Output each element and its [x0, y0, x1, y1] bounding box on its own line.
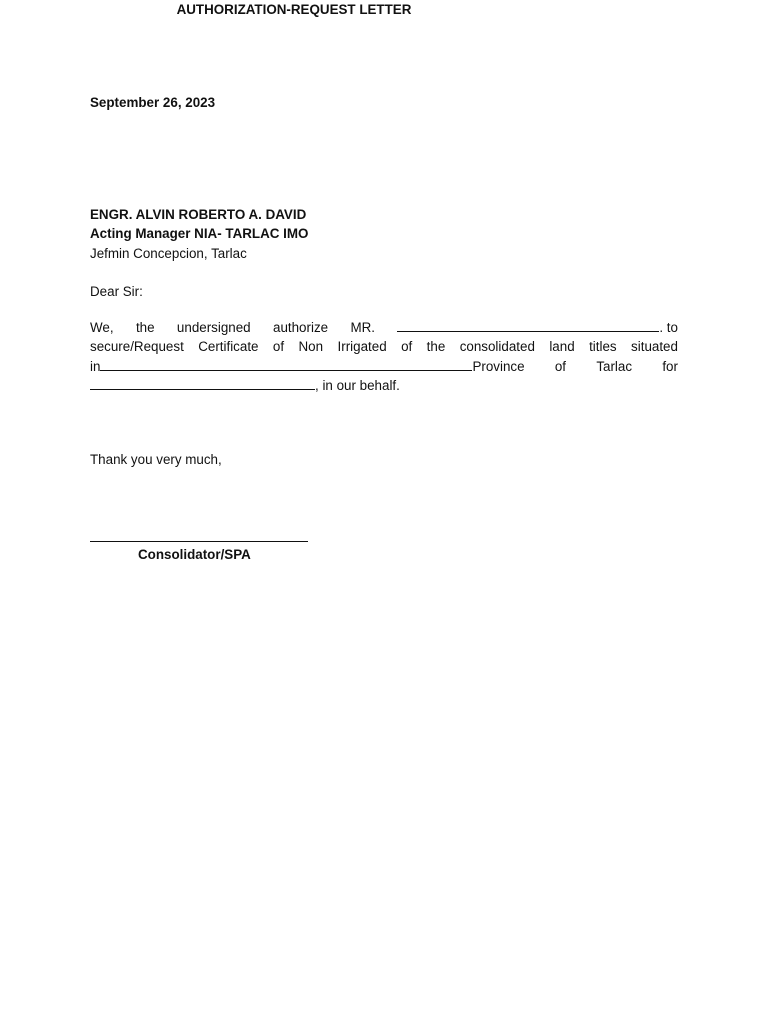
body-word: Province: [472, 358, 525, 374]
addressee-block: [90, 205, 678, 263]
body-line-2: [90, 337, 678, 356]
body-word: for: [662, 358, 678, 374]
body-word: the: [426, 339, 446, 355]
body-word: of: [401, 339, 413, 355]
body-word: in: [90, 358, 101, 374]
closing: Thank you very much,: [90, 452, 222, 467]
letter-title: AUTHORIZATION-REQUEST LETTER: [176, 2, 412, 17]
addressee-name: ENGR. ALVIN ROBERTO A. DAVID: [90, 207, 307, 222]
body-word: land: [549, 339, 575, 355]
purpose-blank[interactable]: [90, 376, 315, 390]
body-word: Tarlac: [596, 358, 633, 374]
body-word: the: [135, 320, 155, 335]
body-word: titles: [589, 339, 617, 355]
letter-body: [90, 318, 678, 395]
letter-date: September 26, 2023: [90, 95, 216, 110]
addressee-position: Acting Manager NIA- TARLAC IMO: [90, 226, 309, 242]
body-word: . to: [659, 320, 678, 335]
body-word: , in our behalf.: [315, 377, 400, 393]
body-word: situated: [631, 339, 678, 355]
body-word: of: [272, 339, 285, 355]
body-word: secure/Request: [90, 339, 184, 355]
body-word: authorize: [273, 320, 329, 335]
body-word: Irrigated: [337, 339, 387, 355]
body-word: Certificate: [198, 339, 259, 355]
body-word: We,: [90, 320, 114, 335]
signature-label: Consolidator/SPA: [138, 547, 251, 562]
body-word: MR.: [350, 320, 375, 335]
body-line-4: [90, 376, 678, 395]
body-line-1: [90, 318, 678, 337]
authorized-person-blank[interactable]: [397, 318, 659, 332]
signature-line[interactable]: [90, 541, 308, 542]
body-word: of: [554, 358, 567, 374]
body-word: Non: [298, 339, 324, 355]
body-line-3: [90, 357, 678, 376]
salutation: Dear Sir:: [90, 284, 143, 299]
addressee-address: Jefmin Concepcion, Tarlac: [90, 245, 247, 261]
body-word: undersigned: [176, 320, 251, 335]
location-blank[interactable]: [100, 357, 472, 371]
body-word: consolidated: [459, 339, 535, 355]
